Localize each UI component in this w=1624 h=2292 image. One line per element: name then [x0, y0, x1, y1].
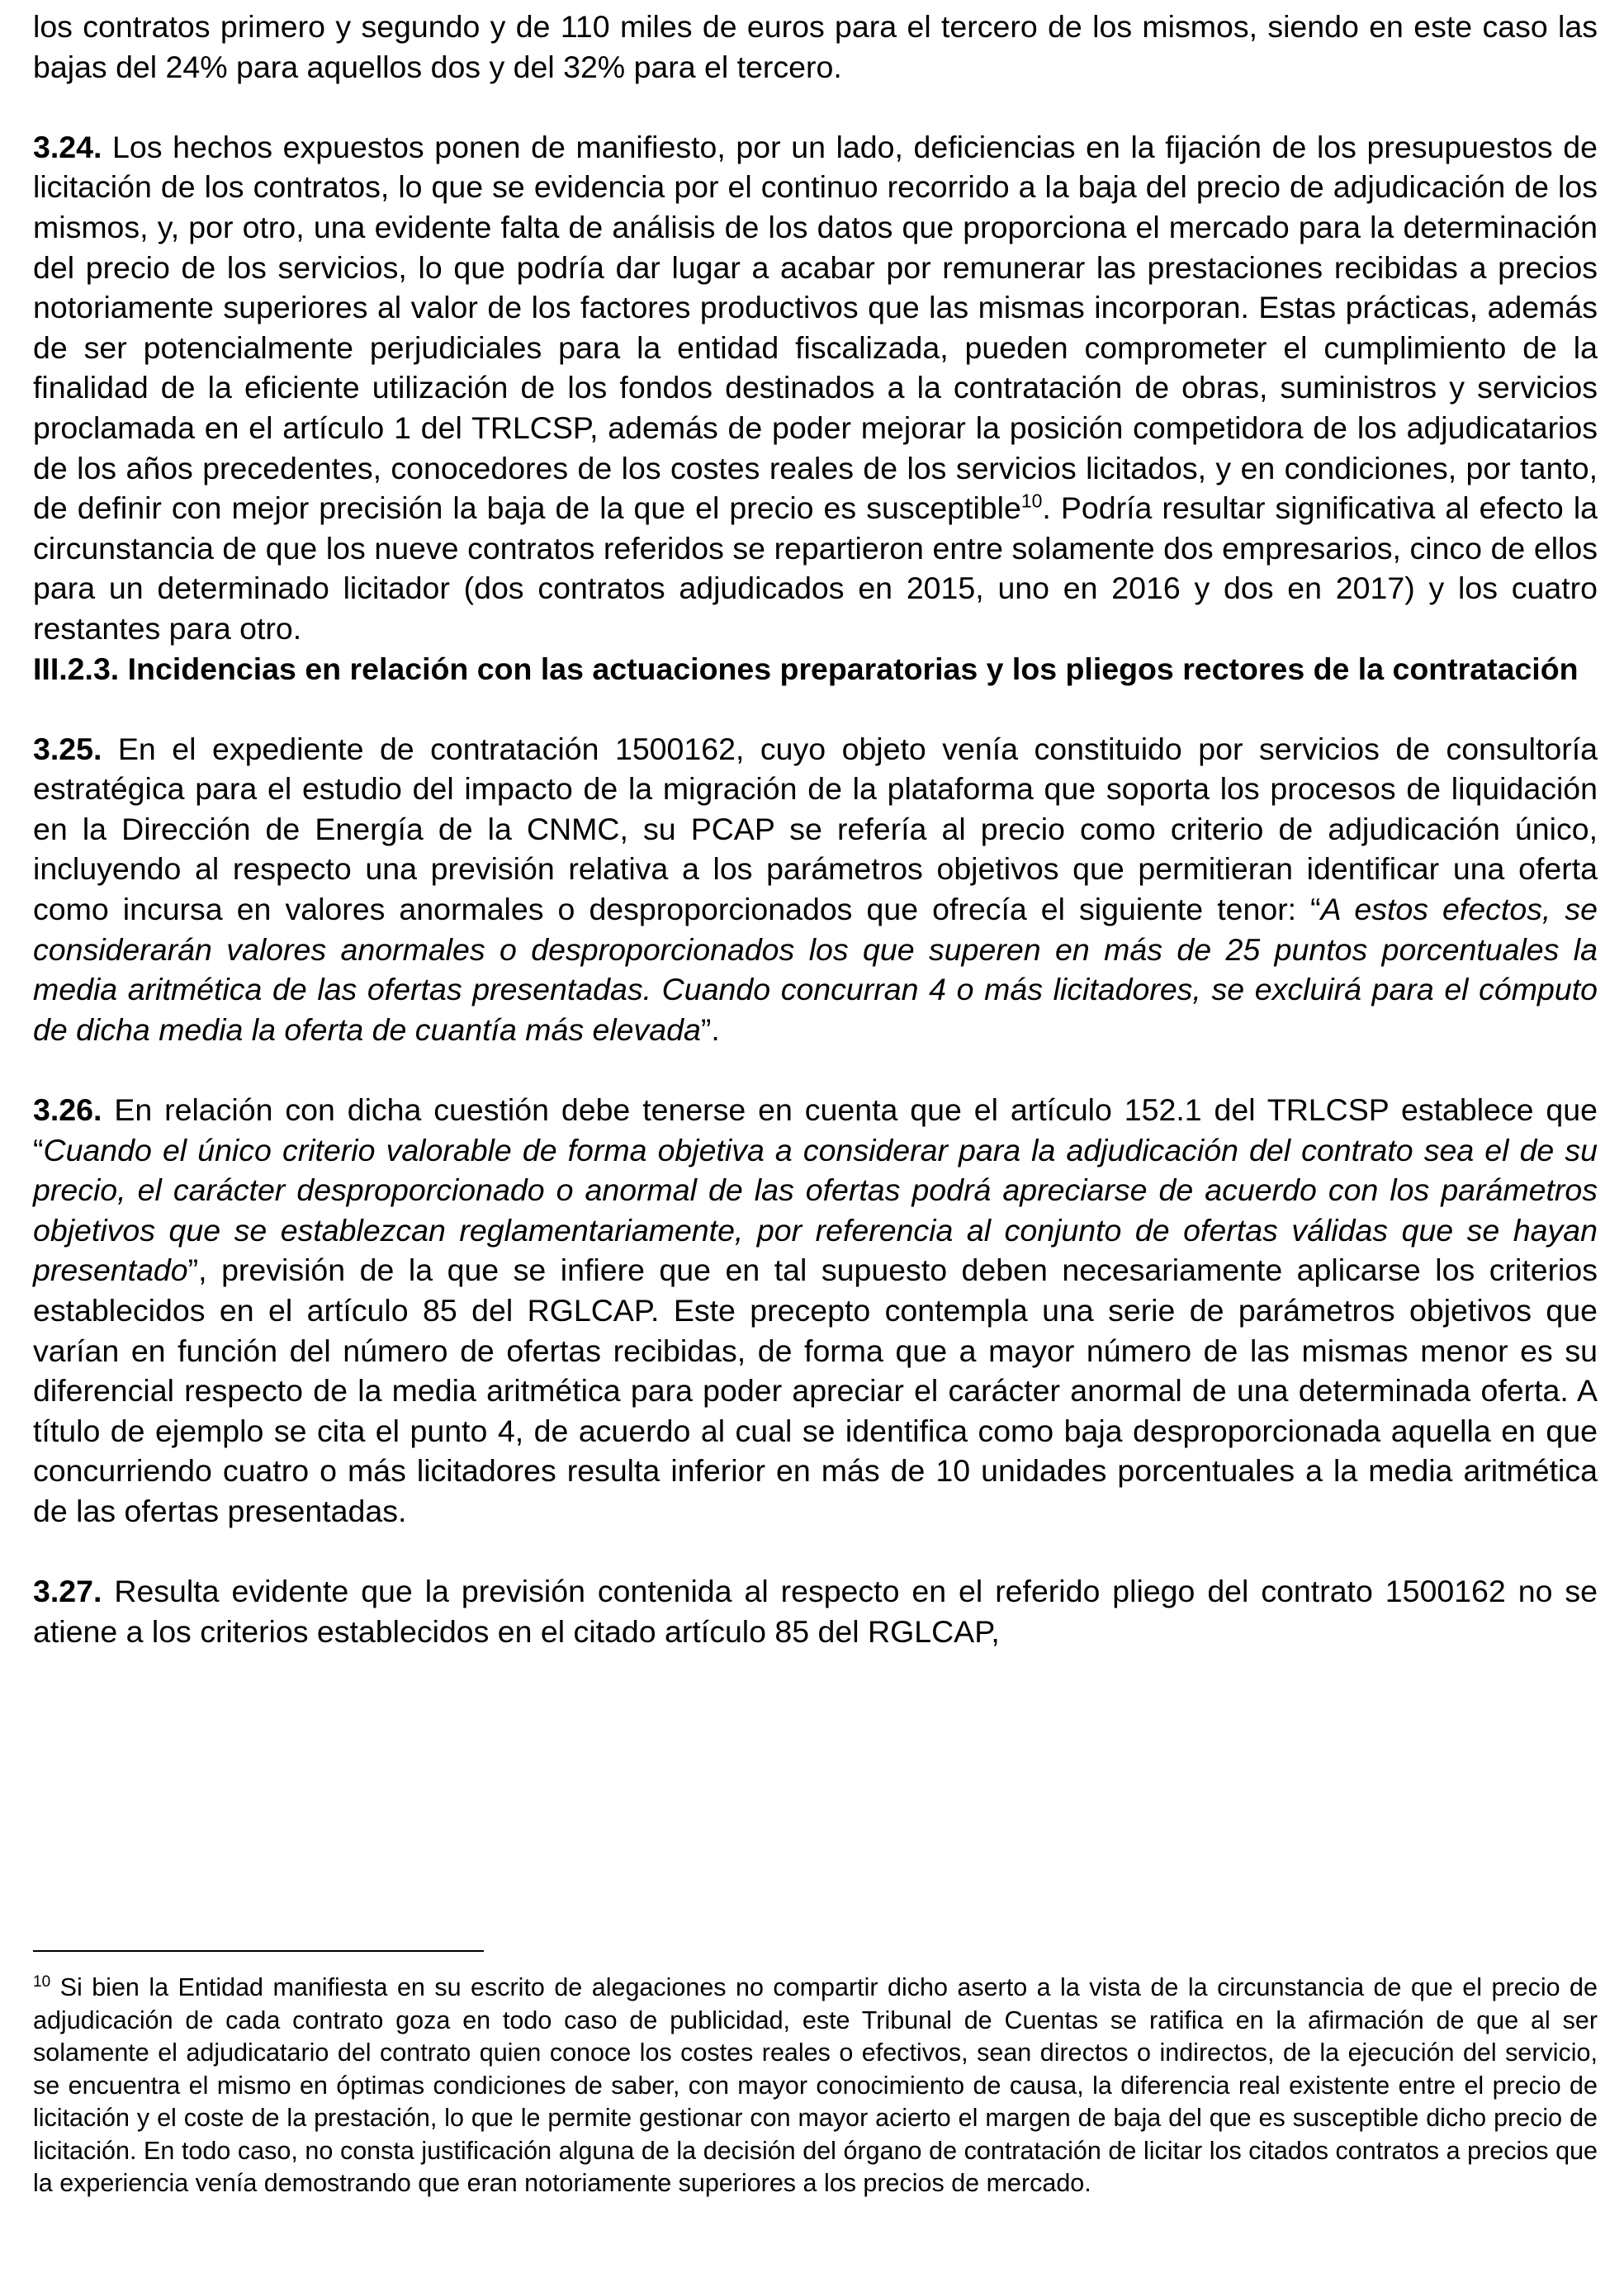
quoted-text: Cuando el único criterio valorable de forma objetiva a considerar para la adjudicación del contrato sea el de su precio, el carácter desproporcionado o anormal de las ofertas podrá apreciarse de acuerdo con los parámetros objetivos que se establezcan reglamentariamente, por referencia al conjunto de ofertas válidas que se hayan presentado [33, 1132, 1598, 1288]
footnote-ref: 10 [1020, 490, 1043, 512]
footnote-divider [33, 1950, 484, 1952]
paragraph-tail: ”. [700, 1011, 720, 1047]
paragraph-3-27 [33, 1571, 1598, 1651]
paragraph-text-cont: . Podría resultar significativa al efecto la circunstancia de que los nueve contratos referidos se repartieron entre solamente dos empresarios, cinco de ellos para un determinado licitador (dos contratos adjudicados en 2015, uno en 2016 y dos en 2017) y los cuatro restantes para otro. [33, 490, 1598, 646]
intro-text: los contratos primero y segundo y de 110 miles de euros para el tercero de los mismos, siendo en este caso las bajas del 24% para aquellos dos y del 32% para el tercero. [33, 9, 1598, 84]
intro-paragraph [33, 7, 1598, 87]
paragraph-text: Resulta evidente que la previsión contenida al respecto en el referido pliego del contrato 1500162 no se atiene a los criterios establecidos en el citado artículo 85 del RGLCAP, [33, 1574, 1598, 1649]
paragraph-number: 3.24. [33, 129, 102, 164]
paragraph-3-25 [33, 729, 1598, 1050]
paragraph-text: Los hechos expuestos ponen de manifiesto, por un lado, deficiencias en la fijación de los presupuestos de licitación de los contratos, lo que se evidencia por el continuo recorrido a la baja del precio de adjudicación de los mismos, y, por otro, una evidente falta de análisis de los datos que proporciona el mercado para la determinación del precio de los servicios, lo que podría dar lugar a acabar por remunerar las prestaciones recibidas a precios notoriamente superiores al valor de los factores productivos que las mismas incorporan. Estas prácticas, además de ser potencialmente perjudiciales para la entidad fiscalizada, pueden comprometer el cumplimiento de la finalidad de la eficiente utilización de los fondos destinados a la contratación de obras, suministros y servicios proclamada en el artículo 1 del TRLCSP, además de poder mejorar la posición competidora de los adjudicatarios de los años precedentes, conocedores de los costes reales de los servicios licitados, y en condiciones, por tanto, de definir con mejor precisión la baja de la que el precio es susceptible [33, 129, 1598, 526]
paragraph-3-24 [33, 127, 1598, 649]
paragraph-3-26 [33, 1090, 1598, 1532]
paragraph-text: En relación con dicha cuestión debe tenerse en cuenta que el artículo 152.1 del TRLCSP establece que “ [33, 1092, 1598, 1167]
main-text [33, 7, 1598, 1651]
quoted-text: A estos efectos, se considerarán valores anormales o desproporcionados los que superen en más de 25 puntos porcentuales la media aritmética de las ofertas presentadas. Cuando concurran 4 o más licitadores, se excluirá para el cómputo de dicha media la oferta de cuantía más elevada [33, 892, 1598, 1047]
paragraph-text-cont: ”, previsión de la que se infiere que en tal supuesto deben necesariamente aplicarse los criterios establecidos en el artículo 85 del RGLCAP. Este precepto contempla una serie de parámetros objetivos que varían en función del número de ofertas recibidas, de forma que a mayor número de las mismas menor es su diferencial respecto de la media aritmética para poder apreciar el carácter anormal de una determinada oferta. A título de ejemplo se cita el punto 4, de acuerdo al cual se identifica como baja desproporcionada aquella en que concurriendo cuatro o más licitadores resulta inferior en más de 10 unidades porcentuales a la media aritmética de las ofertas presentadas. [33, 1253, 1598, 1528]
footnote-text: Si bien la Entidad manifiesta en su escrito de alegaciones no compartir dicho aserto a la vista de la circunstancia de que el precio de adjudicación de cada contrato goza en todo caso de publicidad, este Tribunal de Cuentas se ratifica en la afirmación de que al ser solamente el adjudicatario del contrato quien conoce los costes reales o efectivos, sean directos o indirectos, de la ejecución del servicio, se encuentra el mismo en óptimas condiciones de saber, con mayor conocimiento de causa, la diferencia real existente entre el precio de licitación y el coste de la prestación, lo que le permite gestionar con mayor acierto el margen de baja del que es susceptible dicho precio de licitación. En todo caso, no consta justificación alguna de la decisión del órgano de contratación de licitar los citados contratos a precios que la experiencia venía demostrando que eran notoriamente superiores a los precios de mercado. [33, 1973, 1598, 2197]
footnote-number: 10 [33, 1972, 51, 1991]
footnote [33, 1972, 1598, 2200]
paragraph-text: En el expediente de contratación 1500162, cuyo objeto venía constituido por servicios de consultoría estratégica para el estudio del impacto de la migración de la plataforma que soporta los procesos de liquidación en la Dirección de Energía de la CNMC, su PCAP se refería al precio como criterio de adjudicación único, incluyendo al respecto una previsión relativa a los parámetros objetivos que permitieran identificar una oferta como incursa en valores anormales o desproporcionados que ofrecía el siguiente tenor: “ [33, 731, 1598, 927]
paragraph-number: 3.26. [33, 1092, 102, 1128]
section-heading: III.2.3. Incidencias en relación con las actuaciones preparatorias y los pliegos rectores de la contratación [33, 651, 1579, 686]
paragraph-number: 3.25. [33, 731, 102, 766]
paragraph-number: 3.27. [33, 1574, 102, 1609]
